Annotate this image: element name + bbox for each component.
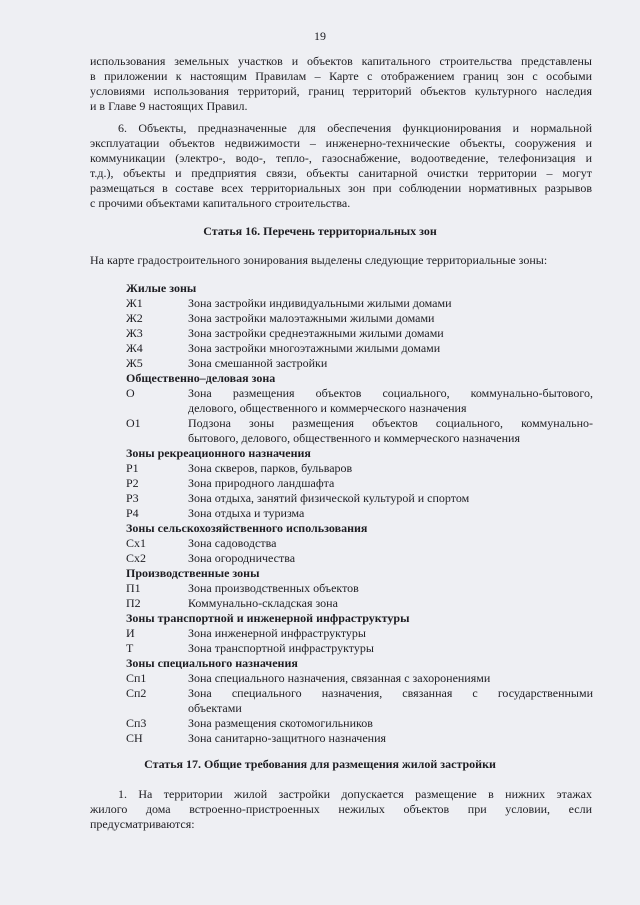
zone-description (188, 536, 593, 551)
zone-group-title: Жилые зоны (126, 281, 197, 295)
zone-description (188, 716, 593, 731)
zone-description-line: Зона инженерной инфраструктуры (188, 626, 366, 640)
zone-code: Т (126, 641, 134, 655)
zone-code: О (126, 386, 135, 400)
text-line: в приложении к настоящим Правилам – Карте с отображением границ зон с особыми (90, 69, 592, 83)
zone-code: Сп3 (126, 716, 147, 730)
zone-row (126, 461, 593, 476)
zone-description-line: Зона специального назначения, связанная с государственными (188, 686, 593, 700)
zone-description-line: Зона садоводства (188, 536, 277, 550)
text-line: и в Главе 9 настоящих Правил. (90, 99, 248, 113)
article-17-heading: Статья 17. Общие требования для размещения жилой застройки (144, 757, 496, 771)
text-line: жилого дома встроенно-пристроенных нежилых объектов при условии, если (90, 802, 592, 816)
zone-description-line: Зона природного ландшафта (188, 476, 335, 490)
territorial-zones-list (126, 281, 593, 746)
zone-code: Ж1 (126, 296, 143, 310)
zone-description-line: Зона санитарно-защитного назначения (188, 731, 387, 745)
zone-row (126, 596, 593, 611)
page-number: 19 (314, 29, 326, 43)
zone-description (188, 491, 593, 506)
paragraph-zones-with-special-conditions (90, 54, 592, 114)
zone-description-line: Зона размещения скотомогильников (188, 716, 373, 730)
zone-row (126, 716, 593, 731)
zone-group-title: Зоны сельскохозяйственного использования (126, 521, 368, 535)
paragraph-6-engineering-objects (90, 121, 592, 211)
zone-row (126, 356, 593, 371)
zone-row (126, 581, 593, 596)
zone-code: Сх2 (126, 551, 147, 565)
zone-code: П2 (126, 596, 141, 610)
text-line: размещаться в составе всех территориальных зон при соблюдении нормативных разрывов (90, 181, 592, 195)
zone-row (126, 731, 593, 746)
zone-code: Сп1 (126, 671, 147, 685)
zone-code: Сх1 (126, 536, 147, 550)
zone-description (188, 386, 593, 416)
paragraph-article-17-1 (90, 787, 592, 832)
zone-row (126, 326, 593, 341)
zone-code: О1 (126, 416, 141, 430)
zone-group-title: Общественно–деловая зона (126, 371, 276, 385)
zone-description-line: Зона огородничества (188, 551, 296, 565)
zone-description-line: Зона производственных объектов (188, 581, 359, 595)
article-16-heading: Статья 16. Перечень территориальных зон (203, 224, 437, 238)
zone-row (126, 341, 593, 356)
zone-description-line: Зона застройки малоэтажными жилыми домами (188, 311, 435, 325)
zone-description-line: Зона смешанной застройки (188, 356, 328, 370)
zone-row (126, 641, 593, 656)
zone-description (188, 326, 593, 341)
zone-description (188, 356, 593, 371)
zone-description (188, 341, 593, 356)
zone-description (188, 731, 593, 746)
text-line: эксплуатации объектов недвижимости – инженерно-технические объекты, сооружения и (90, 136, 592, 150)
zone-row (126, 311, 593, 326)
zone-description-line: Зона скверов, парков, бульваров (188, 461, 353, 475)
zone-description-line: Зона транспортной инфраструктуры (188, 641, 374, 655)
zone-description-line: Зона застройки многоэтажными жилыми домами (188, 341, 441, 355)
zone-description (188, 626, 593, 641)
zone-description (188, 461, 593, 476)
zone-description (188, 551, 593, 566)
zone-code: Ж2 (126, 311, 143, 325)
zone-description-line: Зона отдыха и туризма (188, 506, 305, 520)
zone-row (126, 686, 593, 716)
zone-code: Р2 (126, 476, 139, 490)
zone-description (188, 311, 593, 326)
zone-code: Ж5 (126, 356, 143, 370)
zone-description-line: объектами (188, 701, 242, 715)
zone-row (126, 296, 593, 311)
text-line: предусматриваются: (90, 817, 195, 831)
text-line: условиями использования территорий, границ территорий объектов культурного наследия (90, 84, 592, 98)
zone-description-line: делового, общественного и коммерческого назначения (188, 401, 467, 415)
zone-description (188, 671, 593, 686)
zone-row (126, 491, 593, 506)
zone-row (126, 536, 593, 551)
zone-row (126, 386, 593, 416)
zone-group-title: Зоны специального назначения (126, 656, 298, 670)
zone-description (188, 596, 593, 611)
zone-description-line: Подзона зоны размещения объектов социального, коммунально- (188, 416, 593, 430)
zone-description (188, 686, 593, 716)
zone-code: Ж4 (126, 341, 143, 355)
zone-code: Р1 (126, 461, 139, 475)
zone-description-line: Зона отдыха, занятий физической культурой и спортом (188, 491, 470, 505)
article-16-intro: На карте градостроительного зонирования выделены следующие территориальные зоны: (90, 253, 548, 267)
zone-code: Ж3 (126, 326, 143, 340)
zone-code: И (126, 626, 135, 640)
text-line: использования земельных участков и объектов капитального строительства представлены (90, 54, 592, 68)
text-line: 1. На территории жилой застройки допускается размещение в нижних этажах (118, 787, 592, 801)
zone-group-title: Производственные зоны (126, 566, 260, 580)
zone-description (188, 416, 593, 446)
zone-description-line: Зона специального назначения, связанная с захоронениями (188, 671, 491, 685)
zone-row (126, 476, 593, 491)
zone-description (188, 641, 593, 656)
text-line: с прочими объектами капитального строительства. (90, 196, 351, 210)
text-line: коммуникации (электро-, водо-, тепло-, газоснабжение, водоотведение, телефонизация и (90, 151, 592, 165)
zone-code: П1 (126, 581, 141, 595)
zone-row (126, 506, 593, 521)
zone-row (126, 671, 593, 686)
zone-row (126, 626, 593, 641)
zone-code: СН (126, 731, 143, 745)
zone-code: Сп2 (126, 686, 147, 700)
zone-description (188, 506, 593, 521)
text-line: 6. Объекты, предназначенные для обеспечения функционирования и нормальной (118, 121, 592, 135)
zone-description (188, 581, 593, 596)
zone-description-line: Зона размещения объектов социального, коммунально-бытового, (188, 386, 593, 400)
zone-code: Р4 (126, 506, 139, 520)
zone-group-title: Зоны транспортной и инженерной инфраструктуры (126, 611, 410, 625)
zone-description (188, 296, 593, 311)
zone-group-title: Зоны рекреационного назначения (126, 446, 311, 460)
zone-description (188, 476, 593, 491)
zone-row (126, 551, 593, 566)
zone-row (126, 416, 593, 446)
zone-description-line: Коммунально-складская зона (188, 596, 338, 610)
zone-description-line: Зона застройки среднеэтажными жилыми домами (188, 326, 444, 340)
zone-description-line: Зона застройки индивидуальными жилыми домами (188, 296, 452, 310)
zone-code: Р3 (126, 491, 139, 505)
zone-description-line: бытового, делового, общественного и коммерческого назначения (188, 431, 520, 445)
text-line: т.д.), объекты и предприятия связи, объекты санитарной очистки территории – могут (90, 166, 592, 180)
